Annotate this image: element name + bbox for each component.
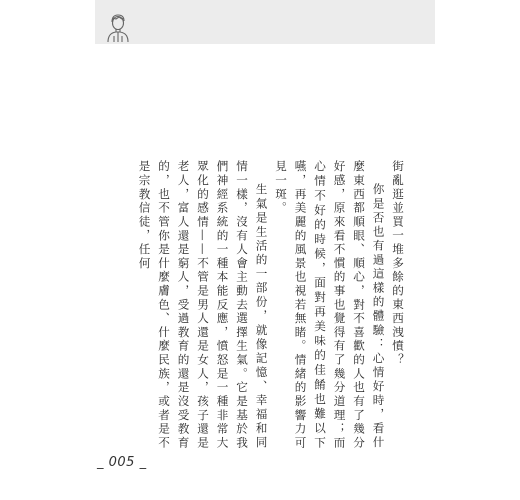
paragraph-2: 你是否也有過這樣的體驗：心情好時，看什麼東西都順眼、順心，對不喜歡的人也有了幾分好感，原來看不慣的事也覺得有了幾分道理；而心情不好的時候，面對再美味的佳餚也難以下嚥，再美麗的風景也視若無睹。情緒的影響力可見一斑。 <box>274 160 386 450</box>
body-text-column <box>117 160 407 450</box>
book-page <box>95 0 435 500</box>
person-outline-icon <box>107 13 129 43</box>
paragraph-1: 街亂逛並買一堆多餘的東西洩憤？ <box>391 160 405 367</box>
header-band <box>95 0 435 44</box>
page-number: _ 005 _ <box>97 455 147 470</box>
paragraph-3: 生氣是生活的一部份，就像記憶、幸福和同情一樣，沒有人會主動去選擇生氣。它是基於我們神經系統的一種本能反應，憤怒是一種非常大眾化的感情——不管是男人還是女人，孩子還是老人，富人還是窮人，受過教育的還是沒受教育的，也不管你是什麼膚色、什麼民族，或者是不是宗教信徒，任何 <box>137 160 269 450</box>
